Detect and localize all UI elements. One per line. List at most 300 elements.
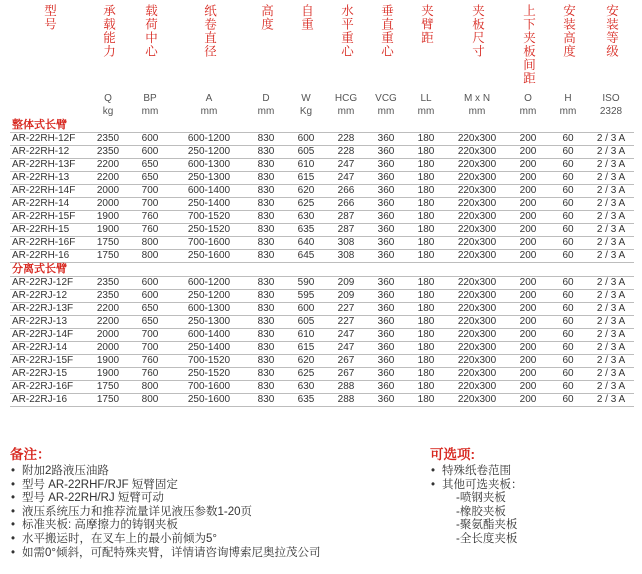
table-cell: 760 bbox=[128, 367, 172, 380]
table-row bbox=[10, 197, 634, 210]
table-cell: mm bbox=[337, 105, 355, 117]
table-cell: 700 bbox=[128, 184, 172, 197]
table-cell: 267 bbox=[326, 367, 366, 380]
table-row bbox=[10, 210, 634, 223]
table-cell: 830 bbox=[246, 354, 286, 367]
options-section bbox=[430, 443, 635, 547]
table-row bbox=[10, 158, 634, 171]
table-cell: 220x300 bbox=[446, 367, 508, 380]
table-cell: 200 bbox=[508, 223, 548, 236]
table-cell: 830 bbox=[246, 302, 286, 315]
note-item: • 型号 AR-22RH/RJ 短臂可动 bbox=[10, 492, 410, 506]
table-cell: 2000 bbox=[88, 184, 128, 197]
table-cell: 600 bbox=[286, 132, 326, 145]
table-cell: Q bbox=[104, 92, 112, 104]
table-cell: AR-22RH-16 bbox=[10, 249, 88, 262]
table-cell: 360 bbox=[366, 315, 406, 328]
column-header-label: 承载能力 bbox=[101, 4, 116, 58]
section-title: 分离式长臂 bbox=[10, 262, 634, 276]
table-cell: 2 / 3 A bbox=[588, 315, 634, 328]
table-cell: 220x300 bbox=[446, 184, 508, 197]
table-cell: 220x300 bbox=[446, 210, 508, 223]
table-cell: 360 bbox=[366, 302, 406, 315]
table-cell: 60 bbox=[548, 328, 588, 341]
table-cell: 60 bbox=[548, 380, 588, 393]
notes-list bbox=[10, 465, 410, 560]
table-cell: AR-22RH-12 bbox=[10, 145, 88, 158]
table-cell: 2 / 3 A bbox=[588, 276, 634, 289]
table-cell: W bbox=[301, 92, 311, 104]
table-cell: 180 bbox=[406, 236, 446, 249]
table-cell: 635 bbox=[286, 223, 326, 236]
table-cell: AR-22RJ-16F bbox=[10, 380, 88, 393]
table-cell: 250-1520 bbox=[172, 223, 246, 236]
table-cell: AR-22RH-16F bbox=[10, 236, 88, 249]
table-cell: 200 bbox=[508, 393, 548, 406]
table-cell: HCG bbox=[334, 92, 358, 104]
table-cell: 830 bbox=[246, 367, 286, 380]
table-cell: 2 / 3 A bbox=[588, 171, 634, 184]
table-cell: 200 bbox=[508, 132, 548, 145]
table-cell: AR-22RH-15F bbox=[10, 210, 88, 223]
table-cell: 287 bbox=[326, 223, 366, 236]
table-cell: 635 bbox=[286, 393, 326, 406]
table-row bbox=[10, 289, 634, 302]
table-cell: 360 bbox=[366, 341, 406, 354]
table-cell: 250-1600 bbox=[172, 249, 246, 262]
table-cell: 220x300 bbox=[446, 223, 508, 236]
table-row bbox=[10, 145, 634, 158]
table-cell: 600-1300 bbox=[172, 302, 246, 315]
table-cell: 247 bbox=[326, 341, 366, 354]
table-cell: 830 bbox=[246, 380, 286, 393]
table-cell: 220x300 bbox=[446, 236, 508, 249]
table-row bbox=[10, 184, 634, 197]
table-cell: 60 bbox=[548, 158, 588, 171]
table-cell bbox=[10, 92, 88, 105]
column-header-label: 高度 bbox=[259, 4, 274, 31]
table-cell: 180 bbox=[406, 289, 446, 302]
table-cell: 760 bbox=[128, 223, 172, 236]
note-item: • 型号 AR-22RHF/RJF 短臂固定 bbox=[10, 479, 410, 493]
table-cell: 60 bbox=[548, 341, 588, 354]
table-cell: 200 bbox=[508, 328, 548, 341]
table-cell: 605 bbox=[286, 315, 326, 328]
table-cell: AR-22RH-14 bbox=[10, 197, 88, 210]
table-cell: 360 bbox=[366, 276, 406, 289]
section-heading-row bbox=[10, 262, 634, 276]
table-cell: 220x300 bbox=[446, 158, 508, 171]
table-cell: 360 bbox=[366, 158, 406, 171]
table-cell: 760 bbox=[128, 354, 172, 367]
table-cell: 266 bbox=[326, 184, 366, 197]
column-header-label: 型号 bbox=[42, 4, 57, 31]
table-cell: 360 bbox=[366, 249, 406, 262]
table-cell: 180 bbox=[406, 184, 446, 197]
column-header-4 bbox=[246, 4, 286, 88]
table-cell: 227 bbox=[326, 302, 366, 315]
spec-table bbox=[10, 92, 634, 407]
table-row bbox=[10, 380, 634, 393]
table-cell: 60 bbox=[548, 393, 588, 406]
table-cell: 220x300 bbox=[446, 315, 508, 328]
table-cell: 180 bbox=[406, 145, 446, 158]
table-cell: 360 bbox=[366, 236, 406, 249]
table-cell: 360 bbox=[366, 145, 406, 158]
table-cell: 630 bbox=[286, 380, 326, 393]
column-header-0 bbox=[10, 4, 88, 88]
table-cell: 830 bbox=[246, 328, 286, 341]
table-cell: 250-1400 bbox=[172, 341, 246, 354]
table-cell: 250-1300 bbox=[172, 315, 246, 328]
table-row bbox=[10, 367, 634, 380]
table-cell: 360 bbox=[366, 210, 406, 223]
table-cell: AR-22RH-14F bbox=[10, 184, 88, 197]
table-cell: 2350 bbox=[88, 276, 128, 289]
table-cell: 645 bbox=[286, 249, 326, 262]
column-header-label: 安装高度 bbox=[561, 4, 576, 58]
table-cell: 830 bbox=[246, 223, 286, 236]
table-cell: 2 / 3 A bbox=[588, 289, 634, 302]
table-cell: 360 bbox=[366, 132, 406, 145]
table-cell: 180 bbox=[406, 341, 446, 354]
symbol-row bbox=[10, 92, 634, 105]
table-cell: 2200 bbox=[88, 158, 128, 171]
option-sub-item: -喷钢夹板 bbox=[456, 492, 506, 505]
table-cell: 2 / 3 A bbox=[588, 328, 634, 341]
table-cell: 209 bbox=[326, 289, 366, 302]
table-cell: 180 bbox=[406, 197, 446, 210]
table-cell: 200 bbox=[508, 184, 548, 197]
table-cell: 220x300 bbox=[446, 276, 508, 289]
table-cell: 590 bbox=[286, 276, 326, 289]
table-cell: AR-22RJ-15 bbox=[10, 367, 88, 380]
table-cell: 625 bbox=[286, 197, 326, 210]
table-cell: D bbox=[262, 92, 270, 104]
table-cell: 2 / 3 A bbox=[588, 341, 634, 354]
table-cell: AR-22RJ-12F bbox=[10, 276, 88, 289]
table-cell: 830 bbox=[246, 289, 286, 302]
table-cell: O bbox=[524, 92, 532, 104]
table-cell: AR-22RH-13 bbox=[10, 171, 88, 184]
table-cell: 60 bbox=[548, 145, 588, 158]
table-cell: Kg bbox=[299, 105, 313, 117]
column-header-label: 垂直重心 bbox=[379, 4, 394, 58]
table-cell: 2000 bbox=[88, 328, 128, 341]
table-cell: 700-1600 bbox=[172, 380, 246, 393]
table-cell: 267 bbox=[326, 354, 366, 367]
table-cell: 250-1200 bbox=[172, 289, 246, 302]
table-cell: 830 bbox=[246, 393, 286, 406]
table-cell: 600-1300 bbox=[172, 158, 246, 171]
table-cell: 600 bbox=[128, 132, 172, 145]
table-cell: 830 bbox=[246, 315, 286, 328]
option-sub-item: -聚氨酯夹板 bbox=[456, 519, 518, 532]
table-cell: 2 / 3 A bbox=[588, 184, 634, 197]
table-cell: 600-1400 bbox=[172, 184, 246, 197]
table-cell: 220x300 bbox=[446, 289, 508, 302]
column-header-3 bbox=[172, 4, 246, 88]
table-cell: mm bbox=[377, 105, 395, 117]
table-cell: 2350 bbox=[88, 145, 128, 158]
table-cell: 630 bbox=[286, 210, 326, 223]
table-cell: 180 bbox=[406, 276, 446, 289]
table-cell: 1900 bbox=[88, 210, 128, 223]
table-cell: 1750 bbox=[88, 249, 128, 262]
table-cell: 200 bbox=[508, 158, 548, 171]
table-cell: 287 bbox=[326, 210, 366, 223]
table-cell: 200 bbox=[508, 197, 548, 210]
table-row bbox=[10, 132, 634, 145]
table-cell: AR-22RH-12F bbox=[10, 132, 88, 145]
table-cell: mm bbox=[417, 105, 435, 117]
table-cell: 1750 bbox=[88, 236, 128, 249]
table-cell: 600 bbox=[128, 276, 172, 289]
table-cell: mm bbox=[519, 105, 537, 117]
table-cell: 2 / 3 A bbox=[588, 197, 634, 210]
table-cell: 1900 bbox=[88, 354, 128, 367]
table-row bbox=[10, 302, 634, 315]
table-cell: 220x300 bbox=[446, 393, 508, 406]
table-cell: 2 / 3 A bbox=[588, 210, 634, 223]
table-cell: 220x300 bbox=[446, 302, 508, 315]
table-cell: AR-22RH-15 bbox=[10, 223, 88, 236]
table-cell: 180 bbox=[406, 354, 446, 367]
table-cell: 830 bbox=[246, 236, 286, 249]
table-cell: 2 / 3 A bbox=[588, 367, 634, 380]
table-row bbox=[10, 328, 634, 341]
table-row bbox=[10, 249, 634, 262]
table-cell: 2200 bbox=[88, 302, 128, 315]
table-cell: 180 bbox=[406, 393, 446, 406]
table-cell: 220x300 bbox=[446, 132, 508, 145]
table-cell: 615 bbox=[286, 341, 326, 354]
table-cell: 360 bbox=[366, 380, 406, 393]
options-title: 可选项: bbox=[430, 447, 475, 462]
table-cell: 800 bbox=[128, 393, 172, 406]
table-cell: 220x300 bbox=[446, 171, 508, 184]
column-header-row bbox=[10, 4, 634, 88]
table-cell: 800 bbox=[128, 380, 172, 393]
column-header-label: 纸卷直径 bbox=[202, 4, 217, 58]
table-cell: 200 bbox=[508, 249, 548, 262]
table-cell: 700 bbox=[128, 197, 172, 210]
table-cell: 615 bbox=[286, 171, 326, 184]
table-row bbox=[10, 276, 634, 289]
table-cell: 1750 bbox=[88, 380, 128, 393]
table-cell: 2 / 3 A bbox=[588, 302, 634, 315]
table-cell: 800 bbox=[128, 249, 172, 262]
table-cell: 250-1300 bbox=[172, 171, 246, 184]
table-cell: 247 bbox=[326, 171, 366, 184]
table-cell: 308 bbox=[326, 236, 366, 249]
table-cell: 650 bbox=[128, 315, 172, 328]
table-cell: kg bbox=[102, 105, 114, 117]
table-cell: 605 bbox=[286, 145, 326, 158]
column-header-5 bbox=[286, 4, 326, 88]
table-cell: 60 bbox=[548, 223, 588, 236]
table-cell: AR-22RH-13F bbox=[10, 158, 88, 171]
table-cell: 308 bbox=[326, 249, 366, 262]
table-cell: 228 bbox=[326, 132, 366, 145]
table-cell: 200 bbox=[508, 315, 548, 328]
table-cell: 760 bbox=[128, 210, 172, 223]
notes-section bbox=[10, 443, 410, 560]
table-cell: AR-22RJ-14F bbox=[10, 328, 88, 341]
table-cell: 60 bbox=[548, 302, 588, 315]
table-cell: ISO bbox=[602, 92, 620, 104]
table-cell: M x N bbox=[463, 92, 491, 104]
column-header-label: 载荷中心 bbox=[143, 4, 158, 58]
table-cell: 180 bbox=[406, 132, 446, 145]
table-cell: 60 bbox=[548, 354, 588, 367]
table-cell: 600-1200 bbox=[172, 276, 246, 289]
table-cell: 2000 bbox=[88, 341, 128, 354]
note-item: • 如需0°倾斜，可配特殊夹臂，详情请咨询博索尼奥拉茂公司 bbox=[10, 547, 410, 561]
note-item: • 标准夹板: 高摩擦力的铸钢夹板 bbox=[10, 519, 410, 533]
table-cell: 220x300 bbox=[446, 341, 508, 354]
table-cell: 180 bbox=[406, 210, 446, 223]
table-row bbox=[10, 341, 634, 354]
table-row bbox=[10, 171, 634, 184]
table-row bbox=[10, 315, 634, 328]
table-cell: 200 bbox=[508, 341, 548, 354]
table-cell: 2 / 3 A bbox=[588, 132, 634, 145]
table-cell: 180 bbox=[406, 367, 446, 380]
table-cell: 180 bbox=[406, 302, 446, 315]
notes-title: 备注： bbox=[10, 447, 51, 462]
table-cell: BP bbox=[143, 92, 157, 104]
table-cell: 830 bbox=[246, 341, 286, 354]
option-sub-item: -橡胶夹板 bbox=[456, 505, 506, 518]
table-cell: 200 bbox=[508, 354, 548, 367]
table-cell bbox=[10, 105, 88, 118]
option-sub-item: -全长度夹板 bbox=[456, 532, 518, 545]
table-cell: 60 bbox=[548, 289, 588, 302]
column-header-11 bbox=[548, 4, 588, 88]
table-cell: 625 bbox=[286, 367, 326, 380]
table-cell: 650 bbox=[128, 158, 172, 171]
table-cell: 830 bbox=[246, 132, 286, 145]
table-cell: 250-1520 bbox=[172, 367, 246, 380]
table-cell: 1750 bbox=[88, 393, 128, 406]
table-cell: 60 bbox=[548, 171, 588, 184]
table-cell: 2350 bbox=[88, 132, 128, 145]
column-header-label: 夹臂距 bbox=[419, 4, 434, 45]
option-item: • 其他可选夹板： bbox=[430, 479, 635, 493]
table-cell: AR-22RJ-13F bbox=[10, 302, 88, 315]
table-row bbox=[10, 223, 634, 236]
table-cell: 247 bbox=[326, 158, 366, 171]
table-cell: AR-22RJ-14 bbox=[10, 341, 88, 354]
table-cell: 200 bbox=[508, 289, 548, 302]
table-cell: 220x300 bbox=[446, 380, 508, 393]
table-cell: 830 bbox=[246, 249, 286, 262]
table-cell: 360 bbox=[366, 223, 406, 236]
table-cell: 60 bbox=[548, 132, 588, 145]
table-cell: AR-22RJ-13 bbox=[10, 315, 88, 328]
table-cell: 2328 bbox=[599, 105, 623, 117]
table-cell: 830 bbox=[246, 210, 286, 223]
table-cell: mm bbox=[468, 105, 486, 117]
column-header-6 bbox=[326, 4, 366, 88]
table-cell: AR-22RJ-15F bbox=[10, 354, 88, 367]
table-cell: 288 bbox=[326, 380, 366, 393]
table-cell: 600 bbox=[128, 289, 172, 302]
table-cell: 220x300 bbox=[446, 354, 508, 367]
column-header-7 bbox=[366, 4, 406, 88]
table-cell: AR-22RJ-12 bbox=[10, 289, 88, 302]
table-cell: 180 bbox=[406, 315, 446, 328]
column-header-1 bbox=[88, 4, 128, 88]
table-cell: 266 bbox=[326, 197, 366, 210]
column-header-9 bbox=[446, 4, 508, 88]
table-cell: 360 bbox=[366, 197, 406, 210]
table-cell: 2000 bbox=[88, 197, 128, 210]
table-cell: 200 bbox=[508, 276, 548, 289]
table-cell: 650 bbox=[128, 302, 172, 315]
column-header-label: 夹板尺寸 bbox=[470, 4, 485, 58]
table-cell: 700 bbox=[128, 341, 172, 354]
table-cell: 830 bbox=[246, 158, 286, 171]
table-cell: 180 bbox=[406, 380, 446, 393]
table-cell: 60 bbox=[548, 184, 588, 197]
table-cell: 60 bbox=[548, 197, 588, 210]
table-cell: mm bbox=[141, 105, 159, 117]
table-cell: AR-22RJ-16 bbox=[10, 393, 88, 406]
table-cell: 360 bbox=[366, 289, 406, 302]
table-row bbox=[10, 236, 634, 249]
table-cell: 180 bbox=[406, 158, 446, 171]
table-cell: 595 bbox=[286, 289, 326, 302]
table-cell: 180 bbox=[406, 223, 446, 236]
table-cell: 200 bbox=[508, 210, 548, 223]
section-title: 整体式长臂 bbox=[10, 118, 634, 132]
unit-row bbox=[10, 105, 634, 118]
table-cell: 830 bbox=[246, 184, 286, 197]
table-cell: 360 bbox=[366, 171, 406, 184]
table-cell: 200 bbox=[508, 367, 548, 380]
section-heading-row bbox=[10, 118, 634, 132]
table-cell: 2 / 3 A bbox=[588, 354, 634, 367]
table-cell: 2 / 3 A bbox=[588, 145, 634, 158]
table-cell: 620 bbox=[286, 184, 326, 197]
table-cell: 830 bbox=[246, 145, 286, 158]
table-cell: 620 bbox=[286, 354, 326, 367]
table-cell: 247 bbox=[326, 328, 366, 341]
table-cell: 227 bbox=[326, 315, 366, 328]
column-header-10 bbox=[508, 4, 548, 88]
note-item: • 附加2路液压油路 bbox=[10, 465, 410, 479]
table-cell: 200 bbox=[508, 380, 548, 393]
table-cell: 360 bbox=[366, 354, 406, 367]
options-list bbox=[430, 465, 635, 547]
table-cell: 800 bbox=[128, 236, 172, 249]
column-header-2 bbox=[128, 4, 172, 88]
table-cell: A bbox=[205, 92, 213, 104]
table-cell: 60 bbox=[548, 315, 588, 328]
table-cell: 360 bbox=[366, 184, 406, 197]
table-cell: mm bbox=[200, 105, 218, 117]
table-cell: 288 bbox=[326, 393, 366, 406]
table-cell: 2 / 3 A bbox=[588, 223, 634, 236]
column-header-label: 自重 bbox=[299, 4, 314, 31]
table-cell: 60 bbox=[548, 236, 588, 249]
table-cell: 360 bbox=[366, 328, 406, 341]
table-cell: 60 bbox=[548, 249, 588, 262]
column-header-label: 水平重心 bbox=[339, 4, 354, 58]
table-cell: 360 bbox=[366, 367, 406, 380]
